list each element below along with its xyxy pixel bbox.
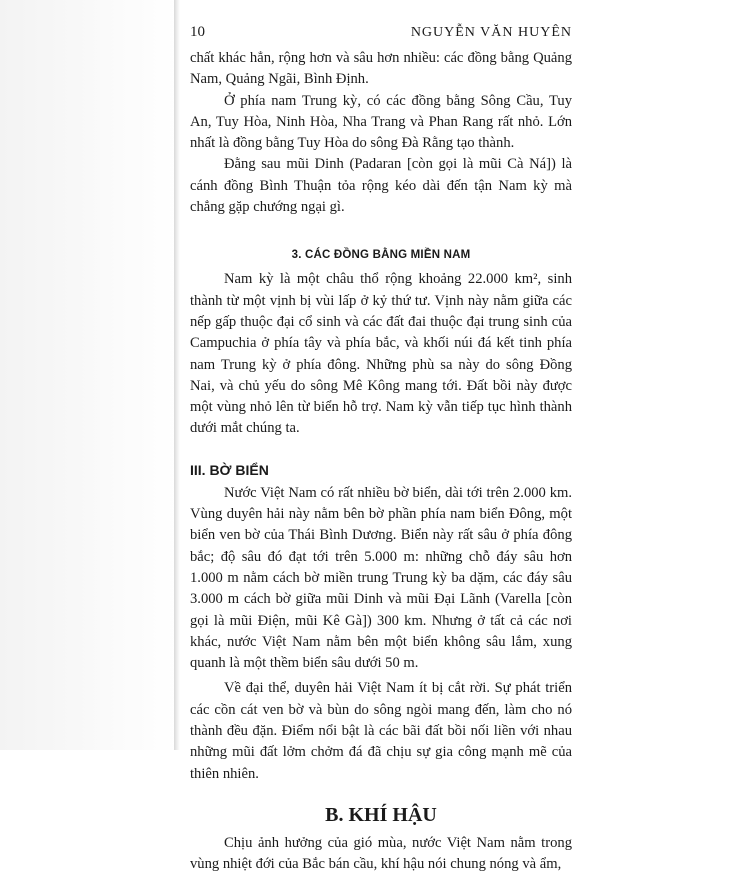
author-name: NGUYỄN VĂN HUYÊN (410, 25, 572, 40)
paragraph: Đằng sau mũi Dinh (Padaran [còn gọi là mũi Cà Ná]) là cánh đồng Bình Thuận tỏa rộng kéo dài đến tận Nam kỳ mà chẳng gặp chướng ngại gì. (190, 156, 572, 216)
paragraph: Về đại thể, duyên hải Việt Nam ít bị cắt rời. Sự phát triển các cồn cát ven bờ và bùn do sông ngòi mang đến, làm cho nó thành đều đặn. Điểm nổi bật là các bãi đất bồi nối liền với nhau những mũi đất lởm chởm đá đã chịu sự gia công mạnh mẽ của thiên nhiên. (190, 680, 572, 782)
page-number: 10 (190, 24, 205, 40)
paragraph: Nam kỳ là một châu thổ rộng khoảng 22.000 km², sinh thành từ một vịnh bị vùi lấp ở kỷ thứ tư. Vịnh này nằm giữa các nếp gấp thuộc đại cổ sinh và các đất đai thuộc đại trung sinh của Campuchia ở phía tây và phía bắc, và khối núi đá kết tinh phía nam Trung kỳ ở phía đông. Những phù sa này do sông Đồng Nai, và chủ yếu do sông Mê Kông mang tới. Đất bồi này được một vùng nhỏ lên từ biển hỗ trợ. Nam kỳ vẫn tiếp tục hình thành dưới mắt chúng ta. (190, 271, 572, 437)
page-content (190, 24, 572, 876)
book-spine (174, 0, 180, 750)
paragraph: chất khác hẳn, rộng hơn và sâu hơn nhiều: các đồng bằng Quảng Nam, Quảng Ngãi, Bình Định. (190, 50, 572, 88)
paragraph: Nước Việt Nam có rất nhiều bờ biển, dài tới trên 2.000 km. Vùng duyên hải này nằm bên bờ phần phía nam biển Đông, một biển ven bờ của Thái Bình Dương. Biển này rất sâu ở phía đông bắc; độ sâu đó đạt tới trên 5.000 m: những chỗ đáy sâu hơn 1.000 m nằm cách bờ miền trung Trung kỳ ba dặm, các đáy sâu 3.000 m cách bờ giữa mũi Dinh và mũi Đại Lãnh (Varella [còn gọi là mũi Điện, mũi Kê Gà]) 300 km. Nhưng ở tất cả các nơi khác, nước Việt Nam nằm bên một biển không sâu lắm, xung quanh là một thềm biển sâu dưới 50 m. (190, 484, 572, 672)
paragraph: Chịu ảnh hưởng của gió mùa, nước Việt Nam nằm trong vùng nhiệt đới của Bắc bán cầu, khí hậu nói chung nóng và ẩm, (190, 834, 572, 873)
paragraph: Ở phía nam Trung kỳ, có các đồng bằng Sông Cầu, Tuy An, Tuy Hòa, Ninh Hòa, Nha Trang và Phan Rang rất nhỏ. Lớn nhất là đồng bằng Tuy Hòa do sông Đà Rằng tạo thành. (190, 92, 572, 152)
page-margin-shadow (0, 0, 178, 750)
part-heading: B. KHÍ HẬU (325, 803, 437, 826)
running-header (190, 24, 572, 46)
section-heading: III. BỜ BIỂN (190, 461, 269, 478)
subsection-heading: 3. CÁC ĐỒNG BẰNG MIỀN NAM (291, 249, 471, 262)
